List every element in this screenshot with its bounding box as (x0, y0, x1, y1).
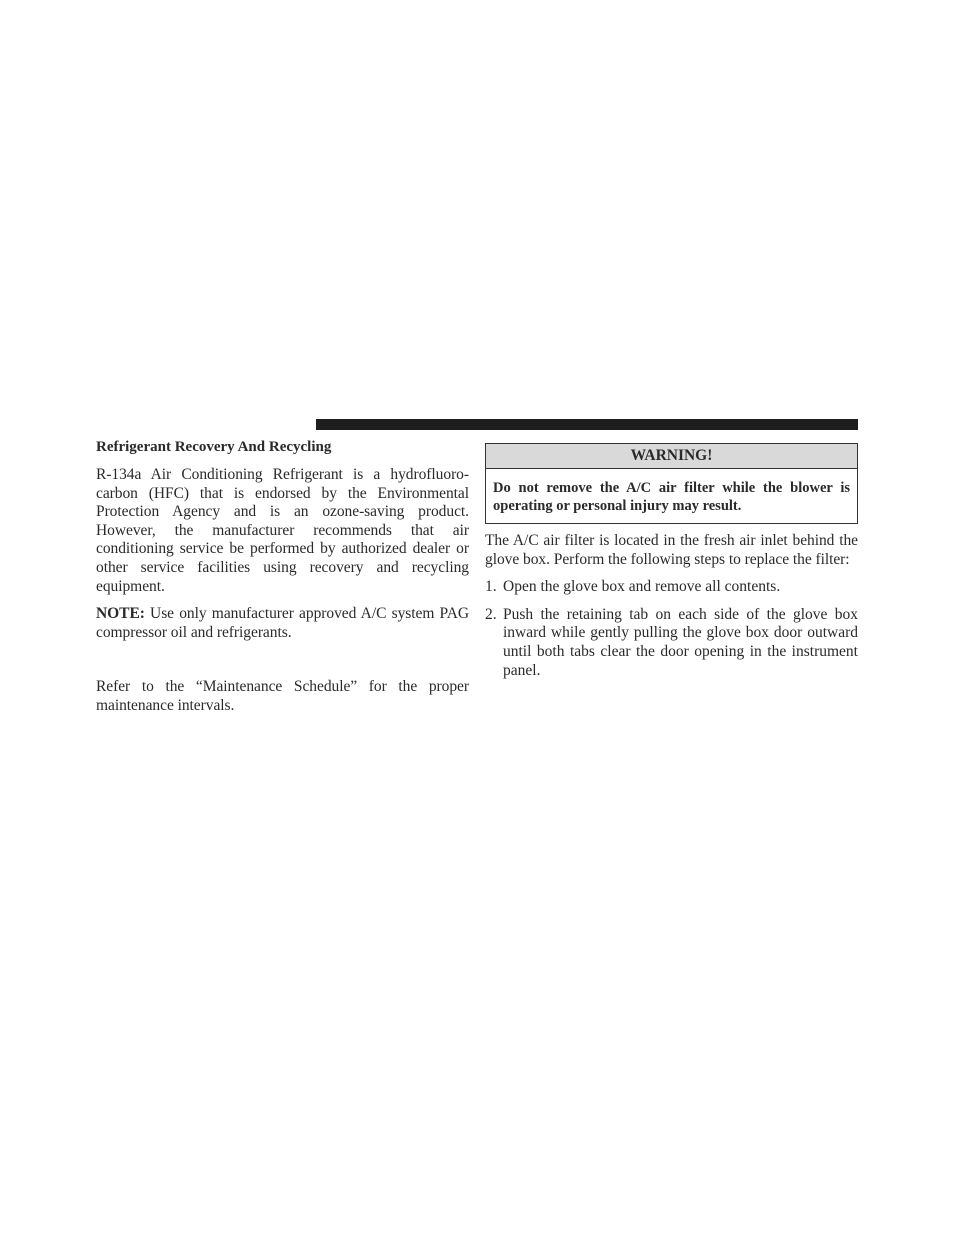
note-label: NOTE: (96, 605, 145, 623)
list-item (485, 606, 858, 680)
header-rule (316, 419, 858, 430)
note-paragraph (96, 605, 469, 642)
steps-list (485, 578, 858, 680)
refrigerant-paragraph: R-134a Air Conditioning Refrigerant is a hydrofluoro-carbon (HFC) that is endorsed by the Environmental Protection Agency and is an ozone-saving product. However, the manufacturer recommends that air conditioning service be performed by authorized dealer or other service facilities using recovery and recycling equipment. (96, 466, 469, 595)
left-column (96, 438, 469, 725)
maintenance-paragraph: Refer to the “Maintenance Schedule” for the proper maintenance intervals. (96, 678, 469, 714)
step-number: 1. (485, 578, 497, 596)
note-text: Use only manufacturer approved A/C system PAG compressor oil and refrigerants. (96, 605, 469, 641)
step-text: Open the glove box and remove all contents. (503, 578, 781, 596)
step-number: 2. (485, 605, 497, 623)
right-column (485, 443, 858, 689)
warning-title: WARNING! (486, 444, 857, 469)
warning-box (485, 443, 858, 524)
step-text: Push the retaining tab on each side of the glove box inward while gently pulling the glove box door outward until both tabs clear the door opening in the instrument panel. (503, 605, 858, 679)
list-item (485, 578, 858, 597)
warning-text: Do not remove the A/C air filter while the blower is operating or personal injury may result. (493, 480, 850, 514)
paragraph-spacer (96, 651, 469, 678)
section-heading: Refrigerant Recovery And Recycling (96, 439, 332, 455)
filter-intro-paragraph: The A/C air filter is located in the fresh air inlet behind the glove box. Perform the following steps to replace the filter: (485, 532, 858, 568)
